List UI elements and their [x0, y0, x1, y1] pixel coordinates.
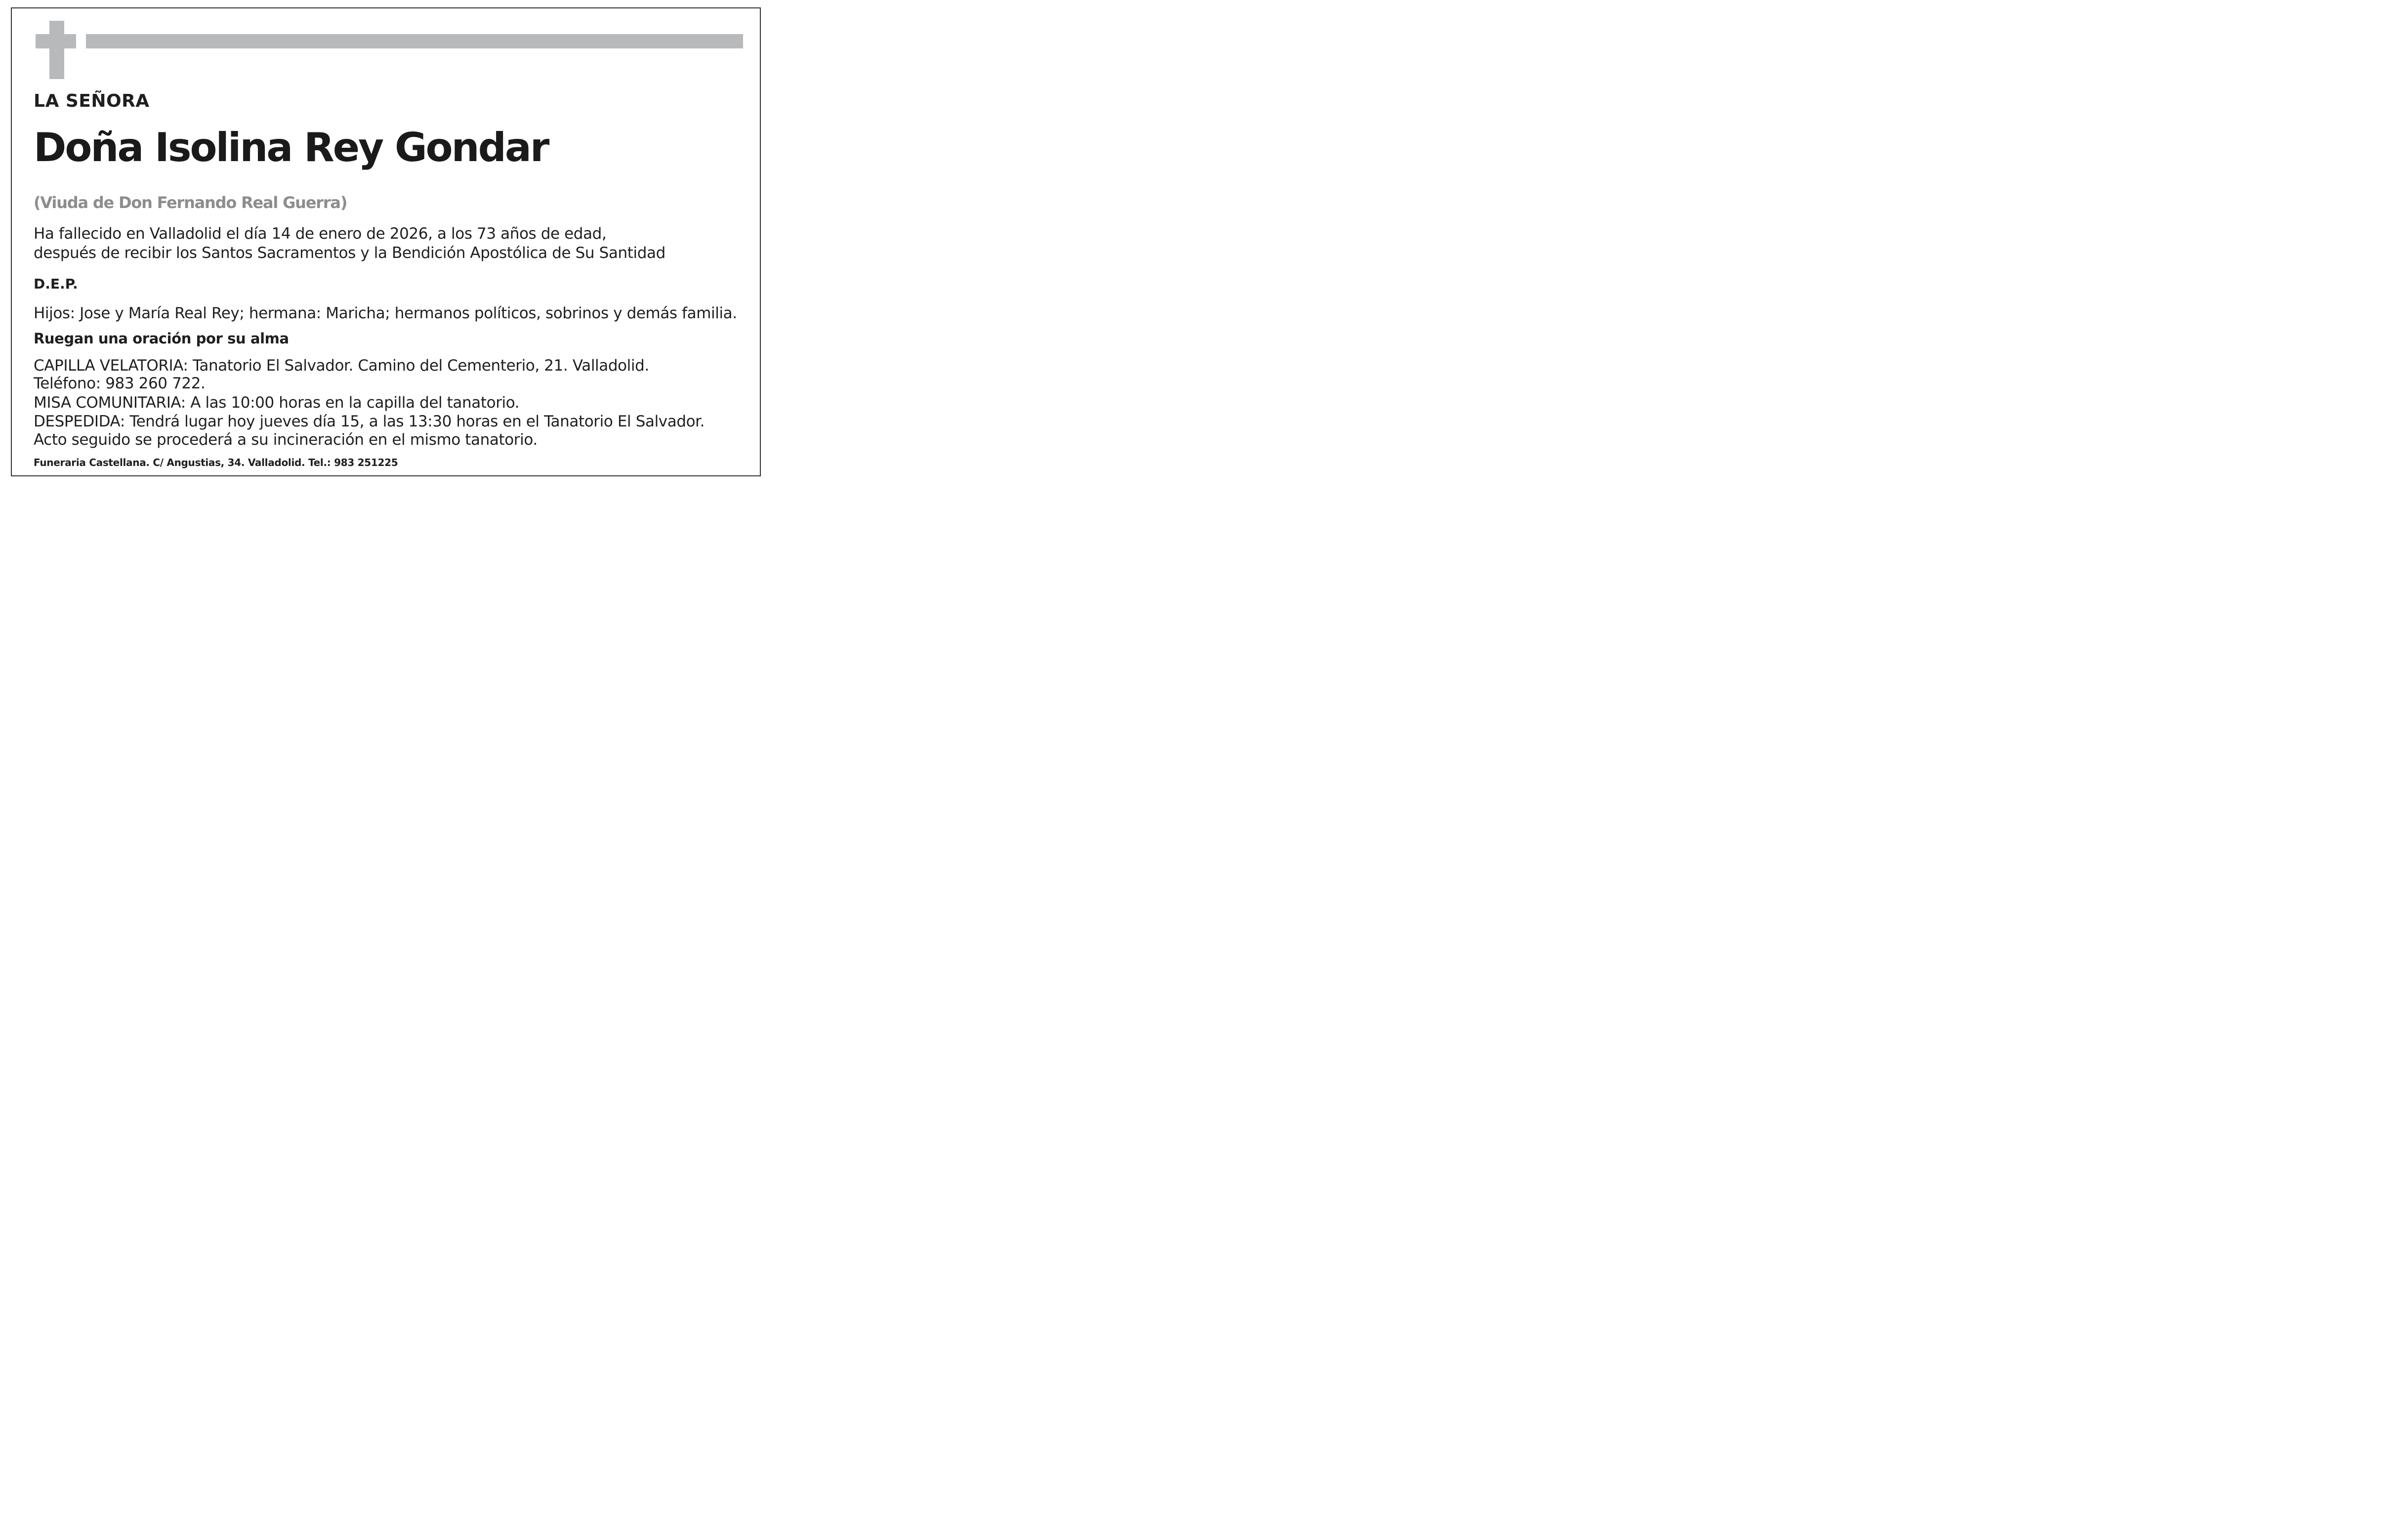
family-list: Hijos: Jose y María Real Rey; hermana: Maricha; hermanos políticos, sobrinos y demás familia. [34, 304, 737, 322]
chapel-phone: Teléfono: 983 260 722. [34, 375, 206, 392]
farewell-info: DESPEDIDA: Tendrá lugar hoy jueves día 15, a las 13:30 horas en el Tanatorio El Salvador. [34, 413, 705, 430]
cremation-info: Acto seguido se procederá a su incineración en el mismo tanatorio. [34, 431, 538, 449]
header-rule [86, 34, 743, 48]
funeral-home: Funeraria Castellana. C/ Angustias, 34. Valladolid. Tel.: 983 251225 [34, 457, 398, 468]
death-notice-line: Ha fallecido en Valladolid el día 14 de enero de 2026, a los 73 años de edad, [34, 225, 607, 243]
rest-in-peace: D.E.P. [34, 276, 78, 292]
cross-icon [49, 21, 64, 79]
mass-info: MISA COMUNITARIA: A las 10:00 horas en la capilla del tanatorio. [34, 394, 520, 412]
deceased-name: Doña Isolina Rey Gondar [34, 125, 548, 170]
chapel-info: CAPILLA VELATORIA: Tanatorio El Salvador. Camino del Cementerio, 21. Valladolid. [34, 357, 649, 375]
honorific: LA SEÑORA [34, 91, 150, 111]
cross-icon-arm [36, 34, 76, 48]
widow-note: (Viuda de Don Fernando Real Guerra) [34, 193, 347, 212]
prayer-request: Ruegan una oración por su alma [34, 330, 289, 347]
death-notice-line: después de recibir los Santos Sacramentos y la Bendición Apostólica de Su Santidad [34, 244, 665, 262]
